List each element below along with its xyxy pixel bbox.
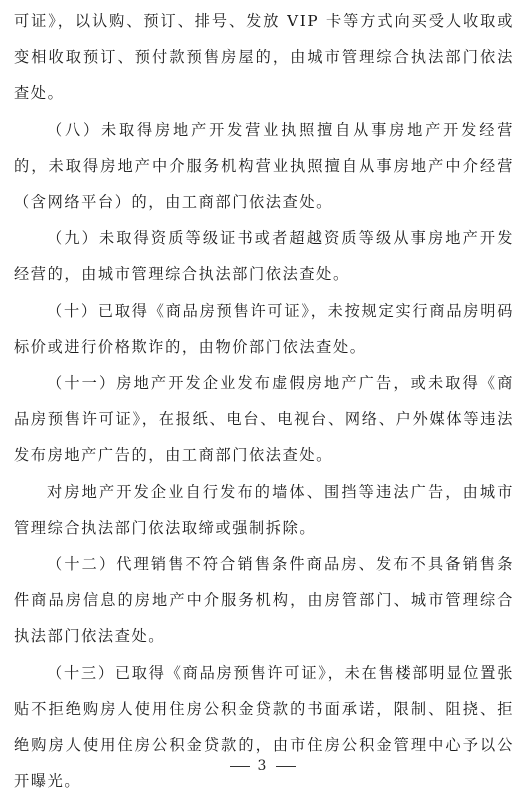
paragraph-item-13: （十三）已取得《商品房预售许可证》，未在售楼部明显位置张贴不拒绝购房人使用住房公积金贷款的书面承诺，限制、阻挠、拒绝购房人使用住房公积金贷款的，由市住房公积金管理中心予以公开曝光。 xyxy=(14,663,514,791)
paragraph-item-8: （八）未取得房地产开发营业执照擅自从事房地产开发经营的，未取得房地产中介服务机构营业执照擅自从事房地产中介经营（含网络平台）的，由工商部门依法查处。 xyxy=(14,120,514,212)
paragraph-wall-ads: 对房地产开发企业自行发布的墙体、围挡等违法广告，由城市管理综合执法部门依法取缔或强制拆除。 xyxy=(14,482,514,537)
paragraph-item-9: （九）未取得资质等级证书或者超越资质等级从事房地产开发经营的，由城市管理综合执法部门依法查处。 xyxy=(14,229,514,284)
paragraph-item-12: （十二）代理销售不符合销售条件商品房、发布不具备销售条件商品房信息的房地产中介服务机构，由房管部门、城市管理综合执法部门依法查处。 xyxy=(14,555,514,646)
paragraph-item-11: （十一）房地产开发企业发布虚假房地产广告，或未取得《商品房预售许可证》，在报纸、电台、电视台、网络、户外媒体等违法发布房地产广告的，由工商部门依法查处。 xyxy=(14,374,514,465)
paragraph-item-10: （十）已取得《商品房预售许可证》，未按规定实行商品房明码标价或进行价格欺诈的，由物价部门依法查处。 xyxy=(14,301,514,356)
dash-left xyxy=(230,766,250,767)
page-footer xyxy=(0,758,526,774)
page-number: 3 xyxy=(257,758,269,774)
dash-right xyxy=(276,766,296,767)
paragraph-continuation: 可证》，以认购、预订、排号、发放 VIP 卡等方式向买受人收取或变相收取预订、预付款预售房屋的，由城市管理综合执法部门依法查处。 xyxy=(14,12,514,103)
document-body xyxy=(14,0,514,799)
